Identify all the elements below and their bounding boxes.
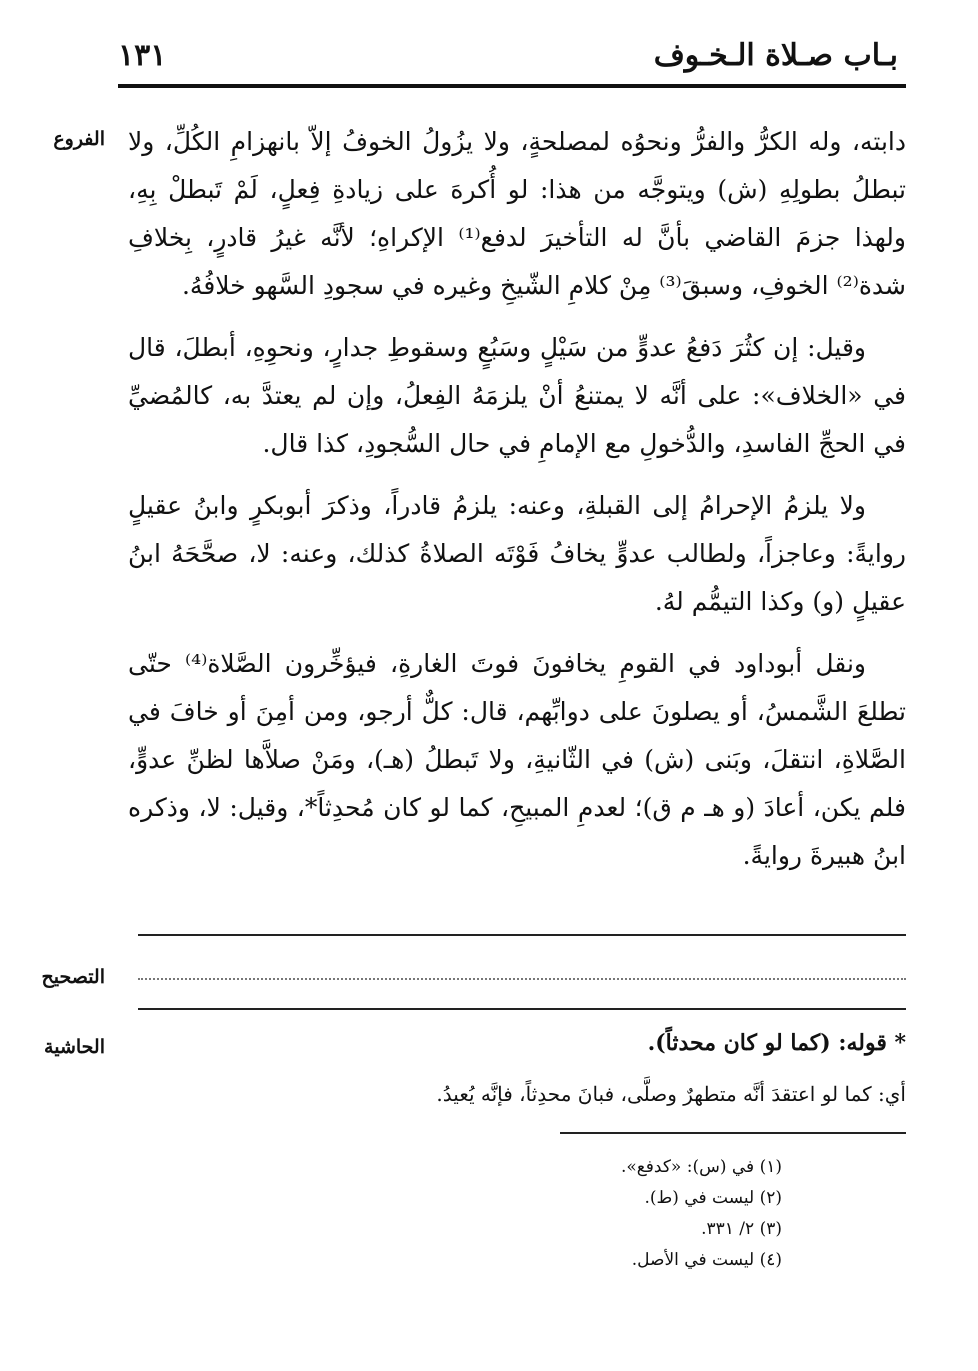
page-number: ١٣١ — [118, 38, 167, 73]
footnote-rule — [560, 1132, 906, 1134]
correction-bottom-rule — [138, 1008, 906, 1010]
paragraph-3: ولا يلزمُ الإحرامُ إلى القبلةِ، وعنه: يلزمُ قادراً، وذكرَ أبوبكرٍ وابنُ عقيلٍ روايةً: وعاجزاً، ولطالب عدوٍّ يخافُ فَوْتَه الصلاةُ كذلك، وعنه: لا، صحَّحَهُ ابنُ عقيلٍ (و) وكذا التيمُّم لهُ. — [128, 491, 906, 616]
footnotes — [621, 1152, 782, 1276]
paragraph-2: وقيل: إن كثُرَ دَفعُ عدوٍّ من سَيْلٍ وسَبُعٍ وسقوطِ جدارٍ، ونحوِهِ، أبطلَ، قال في «الخلاف»: على أنَّه لا يمتنعُ أنْ يلزمَهُ الفِعلُ، وإن لم يعتدَّ به، كالمُضيِّ في الحجِّ الفاسدِ، والدُّخولِ مع الإمامِ في حال السُّجودِ، كذا قال. — [128, 333, 906, 458]
footnote-4: (٤) ليست في الأصل. — [631, 1250, 782, 1270]
main-text — [128, 118, 906, 880]
margin-label-branches: الفروع — [53, 128, 105, 150]
margin-label-commentary: الحاشية — [44, 1036, 105, 1058]
paragraph-1: دابته، وله الكرُّ والفرُّ ونحوُه لمصلحةٍ، ولا يزُولُ الخوفُ إلاّ بانهزامِ الكُلِّ، ولا تبطلُ بطولِهِ (ش) ويتوجَّه من هذا: لو أُكرهَ على زيادةِ فِعلٍ، لَمْ تَبطلْ بِهِ، ولهذا جزمَ القاضي بأنَّ له التأخيرَ لدفع⁽¹⁾ الإكراهِ؛ لأنَّه غيرُ قادرٍ، بِخلافِ شدة⁽²⁾ الخوفِ، وسبقَ⁽³⁾ مِنْ كلامِ الشّيخِ وغيره في سجودِ السَّهو خلافُهُ. — [128, 127, 906, 300]
paragraph-4: ونقل أبوداود في القومِ يخافونَ فوتَ الغارةِ، فيؤخِّرون الصَّلاة⁽⁴⁾ حتّى تطلعَ الشَّمسُ، أو يصلونَ على دوابِّهم، قال: كلٌّ أرجو، ومن أمِنَ أو خافَ في الصَّلاةِ، انتقلَ، وبَنى (ش) في الثّانيةِ، ولا تَبطلُ (هـ)، ومَنْ صلاَّها لظنِّ عدوٍّ، فلم يكن، أعادَ (و هـ م ق)؛ لعدمِ المبيحِ، كما لو كان مُحدِثاً*، وقيل: لا، وذكره ابنُ هبيرةَ روايةً. — [128, 649, 906, 870]
commentary-body: أي: كما لو اعتقدَ أنَّه متطهرٌ وصلَّى، فبانَ محدِثاً، فإنَّه يُعيدُ. — [436, 1082, 906, 1106]
correction-top-rule — [138, 934, 906, 936]
footnote-1: (١) في (س): «كدفع». — [620, 1157, 782, 1177]
footnote-2: (٢) ليست في (ط). — [644, 1188, 782, 1208]
commentary-heading: * قوله: (كما لو كان محدثاً). — [647, 1030, 906, 1056]
footnote-3: (٣) ٢/ ٣٣١. — [701, 1219, 782, 1239]
margin-label-correction: التصحيح — [41, 966, 105, 988]
correction-dotted-line — [138, 978, 906, 980]
chapter-title: بـاب صـلاة الـخـوف — [653, 38, 898, 73]
header-rule — [118, 84, 906, 88]
